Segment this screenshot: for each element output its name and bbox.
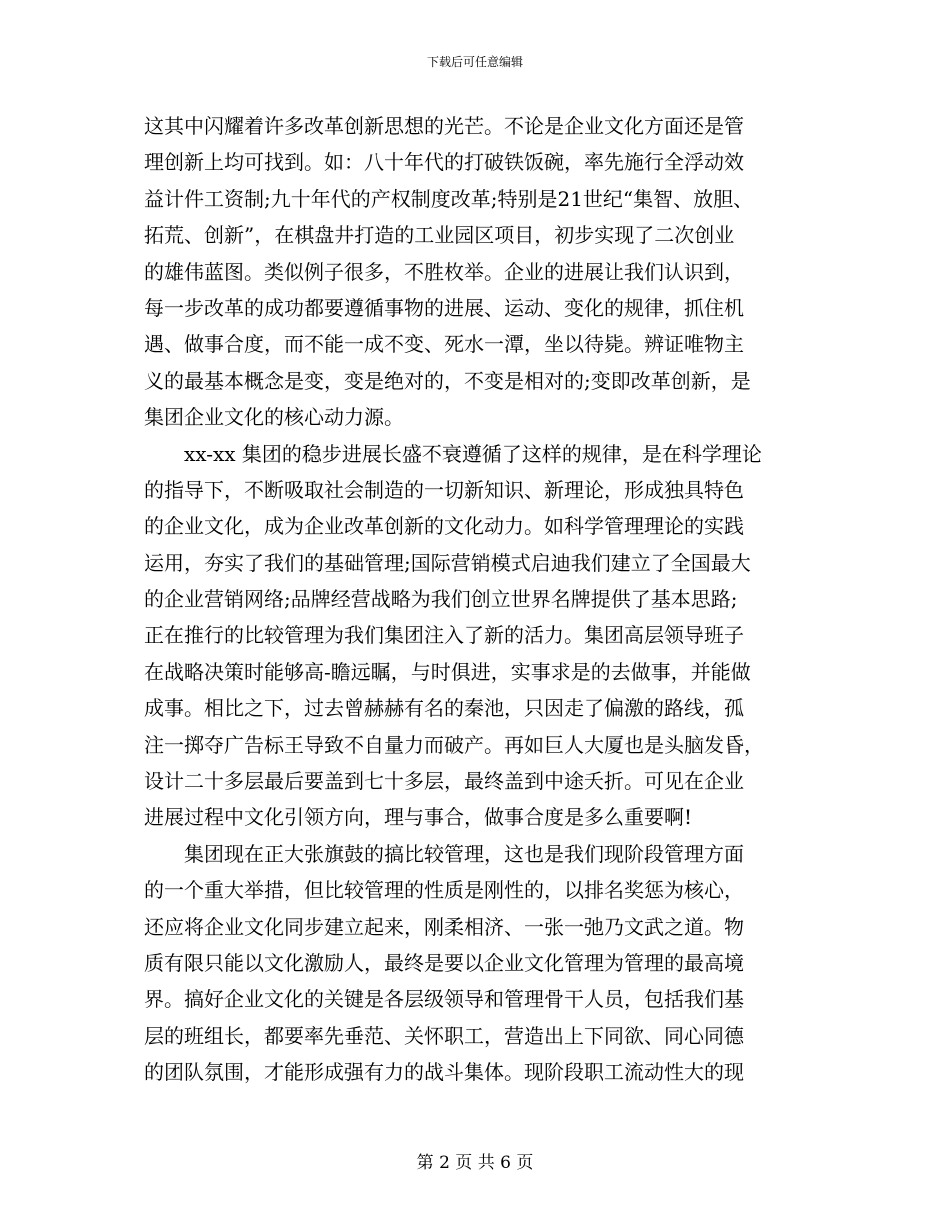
text-line: 设计二十多层最后要盖到七十多层，最终盖到中途夭折。可见在企业 [144, 769, 744, 794]
text-line: 质有限只能以文化激励人，最终是要以企业文化管理为管理的最高境 [144, 950, 744, 975]
text-line: 拓荒、创新”，在棋盘井打造的工业园区项目，初步实现了二次创业 [144, 223, 735, 248]
text-line: 这其中闪耀着许多改革创新思想的光芒。不论是企业文化方面还是管 [144, 114, 744, 138]
document-body [144, 108, 810, 1091]
text-line: 理创新上均可找到。如：八十年代的打破铁饭碗，率先施行全浮动效 [144, 150, 744, 175]
text-line: 层的班组长，都要率先垂范、关怀职工，营造出上下同欲、同心同德 [144, 1023, 744, 1048]
text-line: 遇、做事合度，而不能一成不变、死水一潭，坐以待毙。辨证唯物主 [144, 332, 744, 357]
text-line: 的企业文化，成为企业改革创新的文化动力。如科学管理理论的实践 [144, 514, 744, 539]
text-line: 每一步改革的成功都要遵循事物的进展、运动、变化的规律，抓住机 [144, 295, 744, 320]
page-footer: 第 2 页 共 6 页 [416, 1153, 534, 1173]
text-line: 的雄伟蓝图。类似例子很多，不胜枚举。企业的进展让我们认识到， [144, 259, 744, 284]
text-line: 的一个重大举措，但比较管理的性质是刚性的，以排名奖惩为核心， [144, 878, 744, 903]
text-line: 还应将企业文化同步建立起来，刚柔相济、一张一弛乃文武之道。物 [144, 914, 744, 939]
text-line: 的指导下，不断吸取社会制造的一切新知识、新理论，形成独具特色 [144, 477, 744, 502]
page-header: 下载后可任意编辑 [426, 55, 523, 69]
text-line: 集团企业文化的核心动力源。 [144, 405, 404, 430]
text-line: 正在推行的比较管理为我们集团注入了新的活力。集团高层领导班子 [144, 623, 744, 648]
text-line: xx-xx 集团的稳步进展长盛不衰遵循了这样的规律，是在科学理论 [144, 441, 762, 466]
text-line: 成事。相比之下，过去曾赫赫有名的秦池，只因走了偏激的路线，孤 [144, 696, 744, 721]
text-line: 界。搞好企业文化的关键是各层级领导和管理骨干人员，包括我们基 [144, 987, 744, 1012]
text-line: 义的最基本概念是变，变是绝对的，不变是相对的;变即改革创新，是 [144, 368, 751, 393]
text-line: 集团现在正大张旗鼓的搞比较管理，这也是我们现阶段管理方面 [144, 841, 744, 866]
text-line: 益计件工资制;九十年代的产权制度改革;特别是21世纪“集智、放胆、 [144, 186, 754, 211]
text-line: 的团队氛围，才能形成强有力的战斗集体。现阶段职工流动性大的现 [144, 1060, 744, 1085]
text-line: 进展过程中文化引领方向，理与事合，做事合度是多么重要啊! [144, 805, 693, 830]
text-line: 在战略决策时能够高-瞻远瞩，与时俱进，实事求是的去做事，并能做 [144, 659, 751, 684]
text-line: 的企业营销网络;品牌经营战略为我们创立世界名牌提供了基本思路; [144, 587, 738, 612]
text-line: 运用，夯实了我们的基础管理;国际营销模式启迪我们建立了全国最大 [144, 550, 751, 575]
text-line: 注一掷夺广告标王导致不自量力而破产。再如巨人大厦也是头脑发昏， [144, 732, 764, 757]
